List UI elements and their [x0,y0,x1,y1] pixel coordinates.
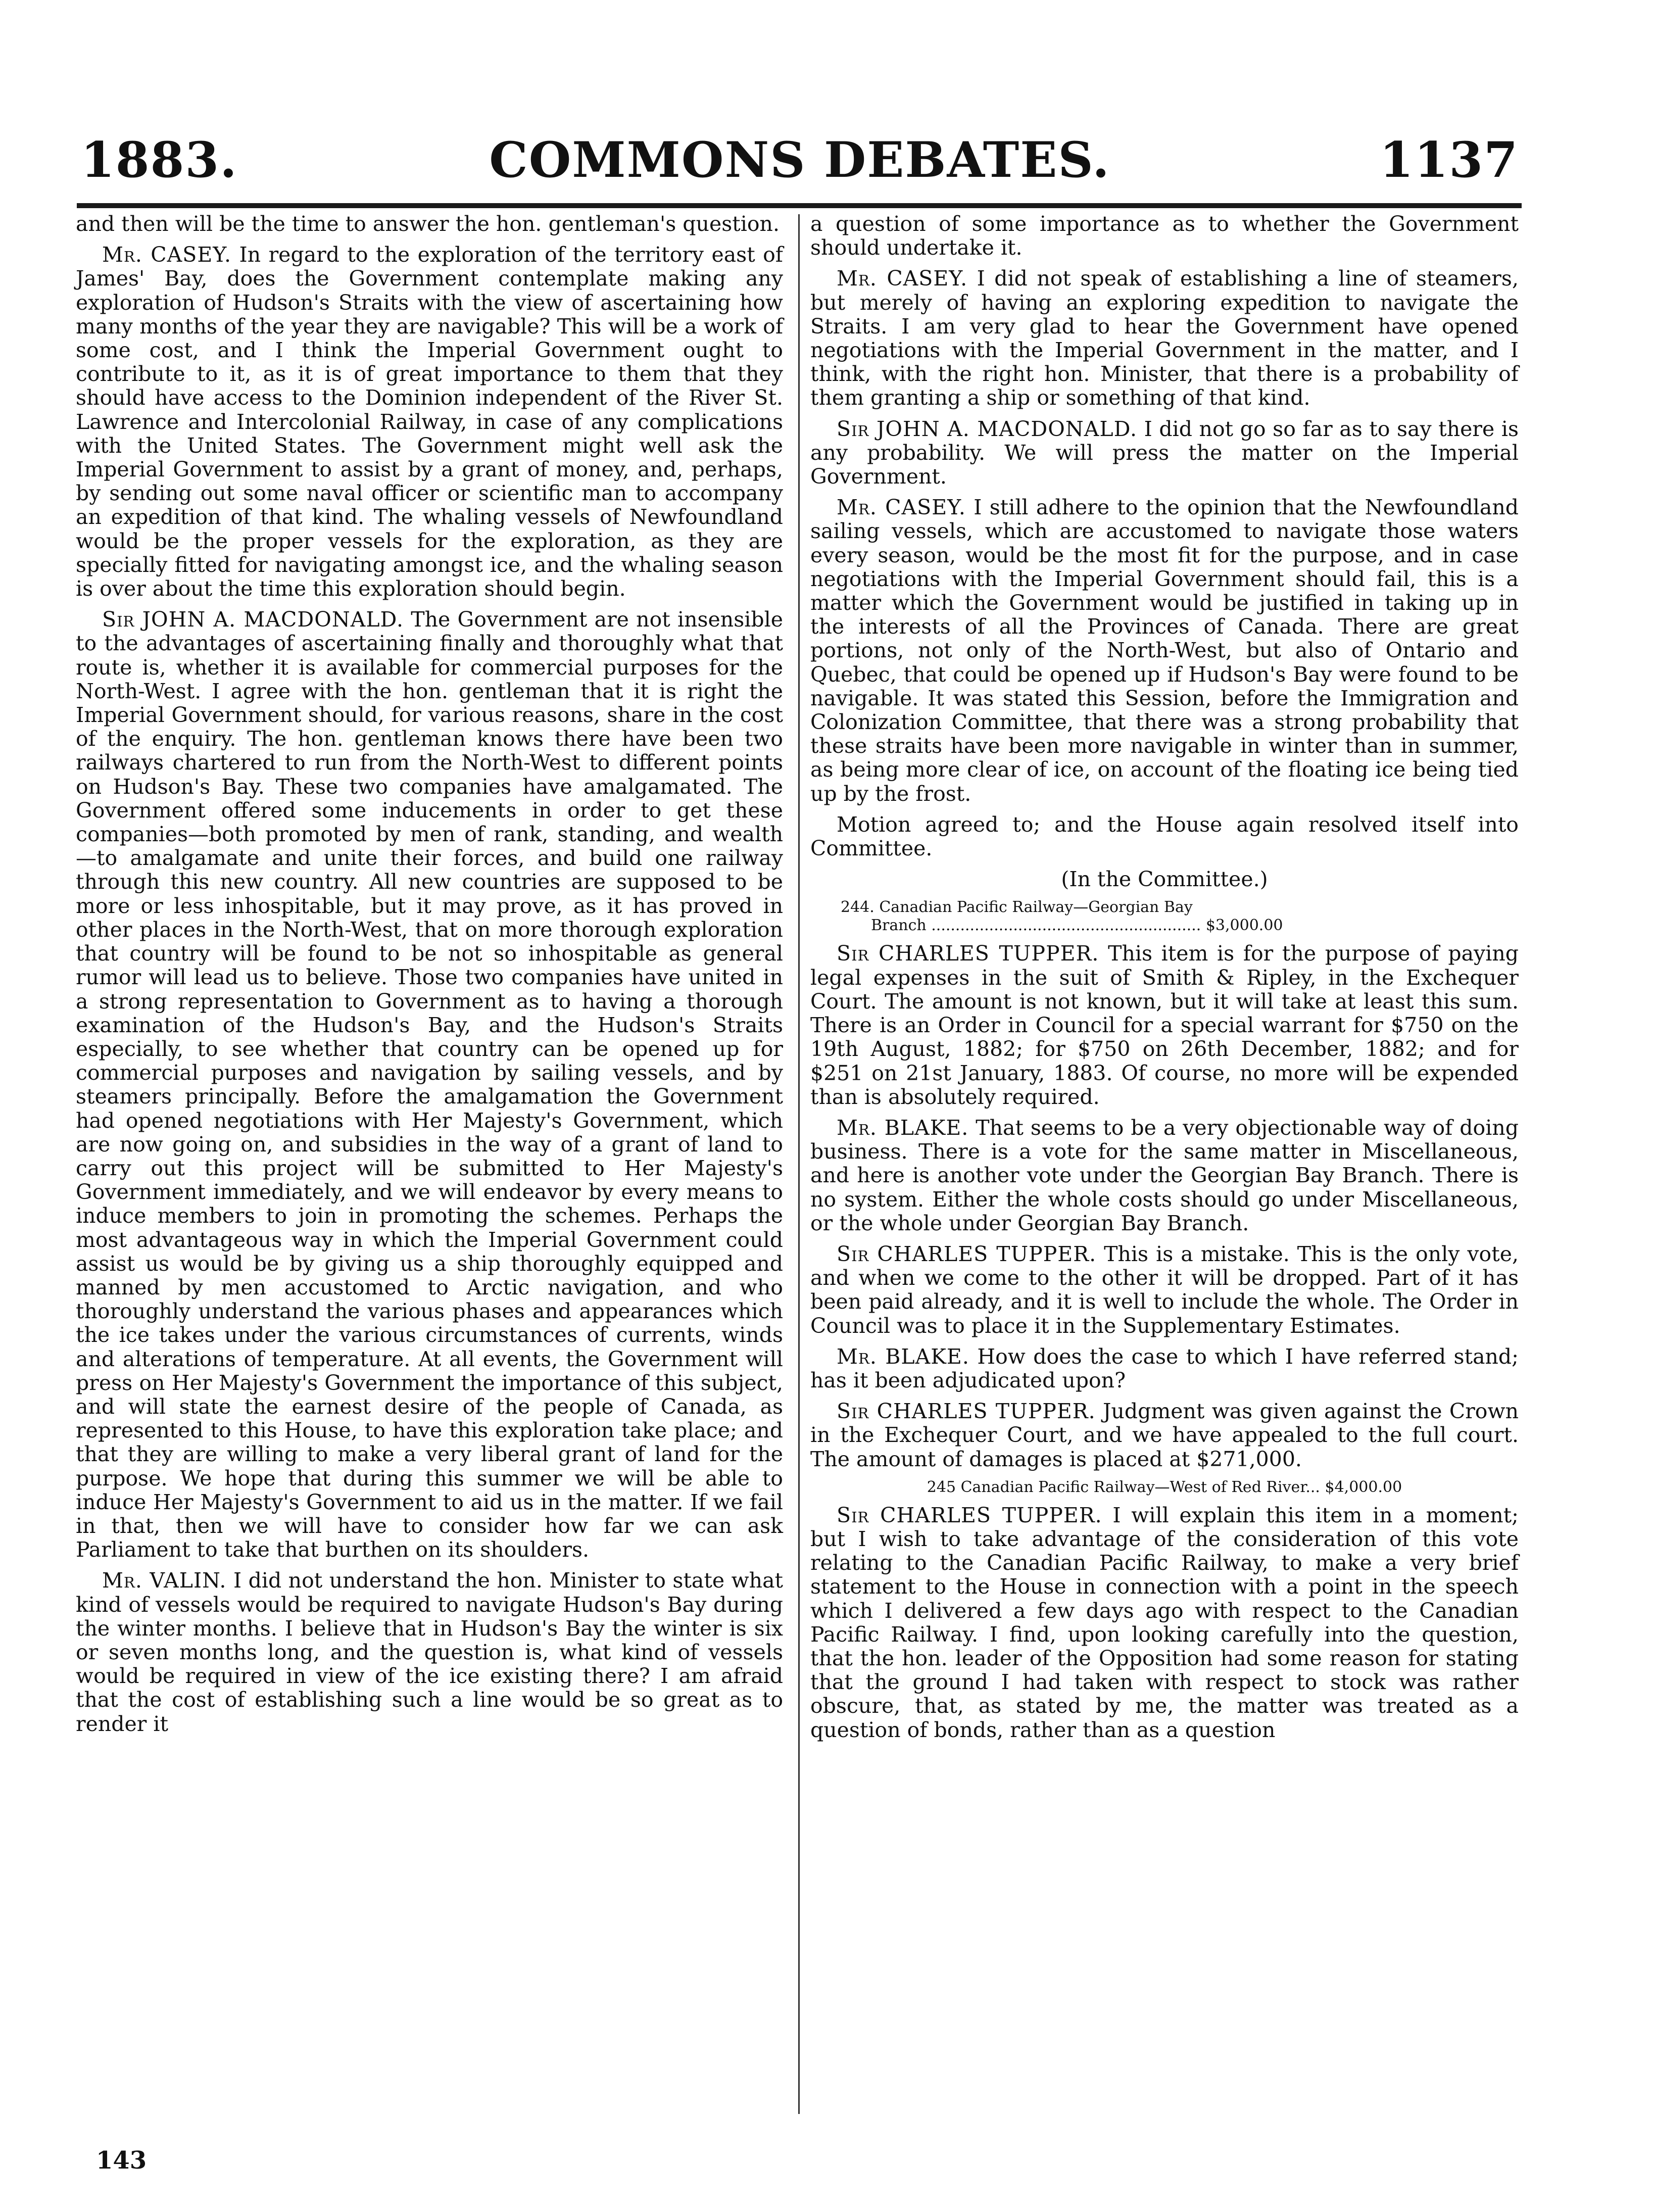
speaker-name: Mr. BLAKE. [837,1115,969,1140]
paragraph-text: I did not speak of establishing a line of steamers, but merely of having an exploring expedition to navigate the Straits. I am very glad to hear the Government have opened negotiations with the Imperial Government in the matter, and I think, with the right hon. Minister, that there is a probability of them granting a ship or something of that kind. [810,266,1519,410]
estimate-item-245: 245 Canadian Pacific Railway—West of Red River... $4,000.00 [927,1478,1402,1496]
paragraph-text: Motion agreed to; and the House again resolved itself into Committee. [810,812,1519,861]
speaker-name: Mr. CASEY. [837,266,968,291]
paragraph-text: I did not understand the hon. Minister to state what kind of vessels would be required to navigate Hudson's Bay during the winter months. I believe that in Hudson's Bay the winter is six or seven months long, and the question is, what kind of vessels would be required in view of the ice existing there? I am afraid that the cost of establishing such a line would be so great as to render it [76,1568,783,1736]
speaker-name: Sir CHARLES TUPPER. [837,1399,1096,1424]
paragraph [76,1569,783,1736]
speaker-name: Sir JOHN A. MACDONALD. [102,607,404,632]
speaker-name: Mr. BLAKE. [837,1344,969,1369]
paragraph-text: In regard to the exploration of the territory east of James' Bay, does the Government contemplate making any exploration of Hudson's Straits with the view of ascertaining how many months of the year they are navigable? This will be a work of some cost, and I think the Imperial Government ought to contribute to it, as it is of great importance to them that they should have access to the Dominion independent of the River St. Lawrence and Intercolonial Railway, in case of any complications with the United States. The Government might well ask the Imperial Government to assist by a grant of money, and, perhaps, by sending out some naval officer or scientific man to accompany an expedition of that kind. The whaling vessels of Newfoundland would be the proper vessels for the exploration, as they are specially fitted for navigating amongst ice, and the whaling season is over about the time this exploration should begin. [76,243,783,601]
committee-heading: (In the Committee.) [1061,867,1268,892]
column-divider [798,214,800,2114]
paragraph-text: This item is for the purpose of paying legal expenses in the suit of Smith & Ripley, in the Exchequer Court. The amount is not known, but it will take at least this sum. There is an Order in Council for a special warrant for $750 on the 19th August, 1882; for $750 on 26th December, 1882; and for $251 on 21st January, 1883. Of course, no more will be expended than is absolutely required. [810,941,1519,1109]
paragraph [810,942,1519,1109]
paragraph [76,243,783,601]
paragraph-text: Judgment was given against the Crown in the Exchequer Court, and we have appealed to the full court. The amount of damages is placed at $271,000. [810,1399,1519,1471]
estimate-item-amount: Branch ........................................................ $3,000.00 [871,917,1283,935]
paragraph [810,813,1519,860]
paragraph-text: The Government are not insensible to the advantages of ascertaining finally and thoroughly what that route is, whether it is available for commercial purposes for the North-West. I agree with the hon. gentleman that it is right the Imperial Government should, for various reasons, share in the cost of the enquiry. The hon. gentleman knows there have been two railways chartered to run from the North-West to different points on Hudson's Bay. These two companies have amalgamated. The Government offered some inducements in order to get these companies—both promoted by men of rank, standing, and wealth—to amalgamate and unite their forces, and build one railway through this new country. All new countries are supposed to be more or less inhospitable, but it may prove, as it has proved in other places in the North-West, that on more thorough exploration that country will be found to be not so inhospitable as general rumor will lead us to believe. Those two companies have united in a strong representation to Government as to having a thorough examination of the Hudson's Bay, and the Hudson's Straits especially, to see whether that country can be opened up for commercial purposes and navigation by sailing vessels, and by steamers principally. Before the amalgamation the Government had opened negotiations with Her Majesty's Government, which are now going on, and subsidies in the way of a grant of land to carry out this project will be submitted to Her Majesty's Government immediately, and we will endeavor by every means to induce members to join in promoting the schemes. Perhaps the most advantageous way in which the Imperial Government could assist us would be by giving us a ship thoroughly equipped and manned by men accustomed to Arctic navigation, and who thoroughly understand the various phases and appearances which the ice takes under the various circumstances of currents, winds and alterations of temperature. At all events, the Government will press on Her Majesty's Government the importance of this subject, and will state the earnest desire of the people of Canada, as represented to this House, to have this exploration take place; and that they are willing to make a very liberal grant of land for the purpose. We hope that during this summer we will be able to induce Her Majesty's Government to aid us in the matter. If we fail in that, then we will have to consider how far we can ask Parliament to take that burthen on its shoulders. [76,607,783,1562]
paragraph-text: I will explain this item in a moment; but I wish to take advantage of the consideration of this vote relating to the Canadian Pacific Railway, to make a very brief statement to the House in connection with a point in the speech which I delivered a few days ago with respect to the Canadian Pacific Railway. I find, upon looking carefully into the question, that the hon. leader of the Opposition had some reason for stating that the ground I had taken with respect to stock was rather obscure, that, as stated by me, the matter was treated as a question of bonds, rather than as a question [810,1503,1519,1742]
paragraph-text: I still adhere to the opinion that the Newfoundland sailing vessels, which are accustomed to navigate those waters every season, would be the most fit for the purpose, and in case negotiations with the Imperial Government should fail, this is a matter which the Government would be justified in taking up in the interests of all the Provinces of Canada. There are great portions, not only of the North-West, but also of Ontario and Quebec, that could be opened up if Hudson's Bay were found to be navigable. It was stated this Session, before the Immigration and Colonization Committee, that there was a strong probability that these straits have been more navigable in winter than in summer, as being more clear of ice, on account of the floating ice being tied up by the frost. [810,495,1519,806]
speaker-name: Mr. VALIN. [102,1568,227,1593]
speaker-name: Mr. CASEY. [102,243,232,267]
header-page-number: 1137 [1379,131,1519,188]
signature-mark: 143 [96,2146,147,2175]
page-header [81,132,1519,198]
paragraph [810,1116,1519,1235]
paragraph-text: I did not go so far as to say there is any probability. We will press the matter on the Imperial Government. [810,416,1519,489]
paragraph [810,1400,1519,1471]
paragraph-text: a question of some importance as to whether the Government should undertake it. [810,212,1519,260]
paragraph-text: This is a mistake. This is the only vote, and when we come to the other it will be dropped. Part of it has been paid already, and it is well to include the whole. The Order in Council was to place it in the Supplementary Estimates. [810,1241,1519,1338]
header-year: 1883. [81,131,238,188]
right-column [810,212,1519,1749]
paragraph-text: and then will be the time to answer the hon. gentleman's question. [76,212,780,236]
header-title: COMMONS DEBATES. [489,131,1110,188]
paragraph [810,1345,1519,1392]
paragraph [76,212,783,236]
header-rule [77,203,1522,208]
speaker-name: Sir CHARLES TUPPER. [837,1241,1097,1266]
speaker-name: Sir JOHN A. MACDONALD. [837,416,1138,441]
paragraph [810,1242,1519,1338]
paragraph [810,417,1519,489]
paragraph [810,1504,1519,1742]
estimate-item-title: 244. Canadian Pacific Railway—Georgian Bay [841,898,1193,917]
paragraph-text: That seems to be a very objectionable way of doing business. There is a vote for the same matter in Miscellaneous, and here is another vote under the Georgian Bay Branch. There is no system. Either the whole costs should go under Miscellaneous, or the whole under Georgian Bay Branch. [810,1115,1519,1235]
paragraph [76,608,783,1562]
paragraph [810,267,1519,410]
paragraph [810,212,1519,260]
estimate-item-244 [810,898,1519,935]
speaker-name: Sir CHARLES TUPPER. [837,941,1099,966]
paragraph [810,496,1519,806]
speaker-name: Sir CHARLES TUPPER. [837,1503,1102,1527]
paragraph-text: How does the case to which I have referred stand; has it been adjudicated upon? [810,1344,1519,1392]
speaker-name: Mr. CASEY. [837,495,966,520]
left-column [76,212,783,1743]
